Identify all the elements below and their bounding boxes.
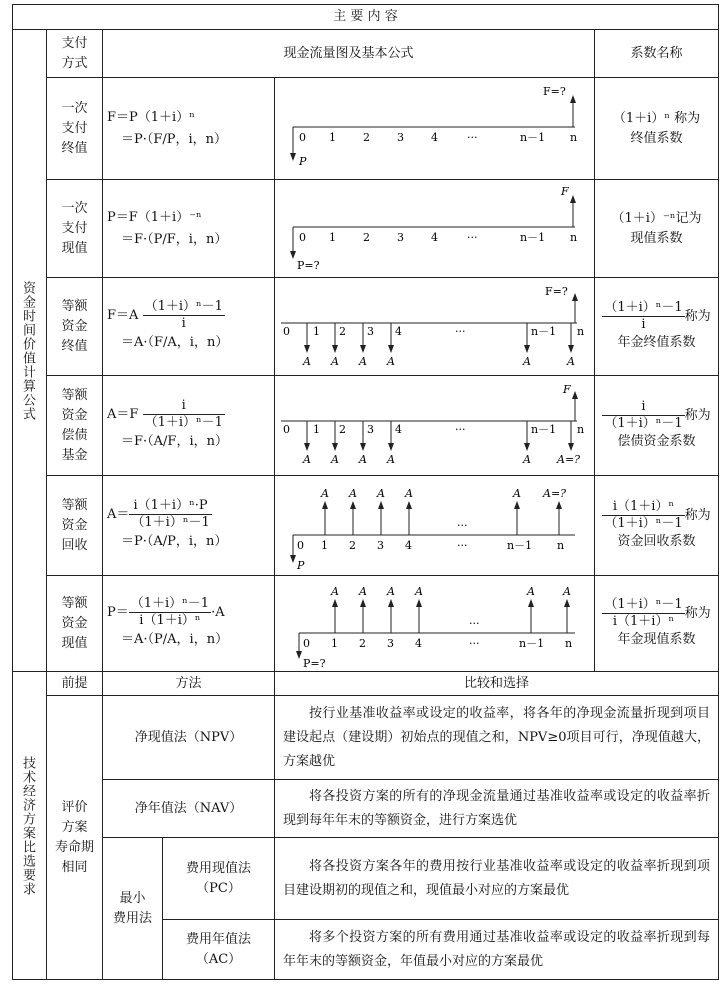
svg-text:A: A: [359, 452, 367, 466]
svg-text:···: ···: [469, 636, 480, 650]
svg-text:1: 1: [329, 130, 336, 144]
row4-name: 等额 资金 偿债 基金: [47, 376, 103, 476]
svg-text:4: 4: [395, 324, 402, 338]
svg-text:A: A: [331, 452, 339, 466]
svg-text:n－1: n－1: [531, 324, 557, 338]
svg-text:3: 3: [387, 636, 394, 650]
header-compare: 比较和选择: [275, 672, 719, 696]
svg-text:A: A: [303, 452, 311, 466]
row2-diagram: [275, 180, 595, 278]
cashflow-diagram-6: [275, 577, 595, 671]
header-diagram: 现金流量图及基本公式: [103, 30, 595, 78]
row6-name: 等额 资金 现值: [47, 576, 103, 672]
svg-text:···: ···: [455, 422, 466, 436]
svg-text:F: F: [561, 184, 569, 198]
svg-text:n－1: n－1: [519, 636, 545, 650]
svg-text:1: 1: [329, 230, 336, 244]
row5-formula: A＝ $\frac{\text{i（1＋i）ⁿ·P}}{\text{（1＋i）ⁿ－1}}$ ＝P·（A/P，i，n）: [103, 476, 275, 576]
compare-ac: 将多个投资方案的所有费用通过基准收益率或设定的收益率折现到每年年末的等额资金，年值最小对应的方案最优: [275, 920, 719, 980]
svg-text:A: A: [377, 486, 385, 500]
compare-pc: 将各投资方案各年的费用按行业基准收益率或设定的收益率折现到项目建设期初的现值之和，现值最小对应的方案最优: [275, 838, 719, 920]
header-pay-method-2: 方式: [61, 55, 88, 71]
svg-text:P=?: P=?: [303, 656, 326, 670]
svg-text:0: 0: [283, 422, 290, 436]
row2-formula-line2: ＝F·（P/F，i，n）: [121, 231, 228, 247]
svg-text:···: ···: [455, 324, 466, 338]
row4-formula: A＝F $\frac{i}{\text{（1＋i）ⁿ－1}}$ ＝F·（A/F，i，n）: [103, 376, 275, 476]
svg-text:2: 2: [363, 230, 370, 244]
row1-formula-line2: ＝P·（F/P，i，n）: [121, 131, 228, 147]
svg-text:n: n: [577, 422, 585, 436]
svg-text:3: 3: [377, 538, 384, 552]
svg-text:0: 0: [283, 324, 290, 338]
section2-label-text: 技术经济方案比选要求: [20, 755, 35, 896]
row5-coef: $\frac{\text{i（1＋i）ⁿ}}{\text{（1＋i）ⁿ－1}}$ 称为 资金回收系数: [595, 476, 719, 576]
svg-text:n: n: [570, 130, 578, 144]
row5-diagram: [275, 476, 595, 576]
cashflow-diagram-5: [275, 477, 595, 575]
svg-text:3: 3: [397, 130, 404, 144]
svg-text:A: A: [387, 584, 395, 598]
svg-text:···: ···: [457, 538, 468, 552]
table-title: 主 要 内 容: [13, 5, 719, 30]
header-coef: 系数名称: [595, 30, 719, 78]
svg-text:A: A: [331, 354, 339, 368]
cashflow-diagram-4: [275, 377, 595, 475]
svg-text:F=?: F=?: [543, 84, 566, 98]
svg-text:F=?: F=?: [545, 284, 568, 298]
svg-text:4: 4: [395, 422, 402, 436]
section1-label: [13, 30, 47, 672]
row2-formula-line1: P＝F（1＋i）⁻ⁿ: [107, 209, 202, 225]
svg-text:n－1: n－1: [520, 130, 546, 144]
svg-text:A=?: A=?: [557, 452, 581, 466]
method-ac: 费用年值法 （AC）: [163, 920, 275, 980]
row1-formula: [103, 78, 275, 180]
svg-text:A: A: [567, 354, 575, 368]
svg-text:0: 0: [299, 130, 306, 144]
row4-coef: $\frac{i}{\text{（1＋i）ⁿ－1}}$ 称为 偿债资金系数: [595, 376, 719, 476]
svg-text:1: 1: [313, 324, 320, 338]
main-table: [12, 4, 719, 980]
svg-text:n－1: n－1: [507, 538, 533, 552]
svg-text:A=?: A=?: [543, 486, 567, 500]
svg-text:A: A: [513, 486, 521, 500]
svg-text:n－1: n－1: [520, 230, 546, 244]
svg-text:3: 3: [397, 230, 404, 244]
svg-text:4: 4: [431, 230, 438, 244]
svg-text:···: ···: [457, 518, 468, 532]
svg-text:A: A: [523, 452, 531, 466]
svg-text:···: ···: [467, 230, 478, 244]
svg-text:4: 4: [431, 130, 438, 144]
row3-coef: $\frac{\text{（1＋i）ⁿ－1}}{i}$ 称为 年金终值系数: [595, 278, 719, 376]
row6-formula: P＝ $\frac{\text{（1＋i）ⁿ－1}}{\text{i（1＋i）ⁿ}}$ ·A ＝A·（P/A，i，n）: [103, 576, 275, 672]
row2-name: 一次 支付 现值: [47, 180, 103, 278]
svg-text:2: 2: [349, 538, 356, 552]
cashflow-diagram-3: [275, 279, 595, 375]
svg-text:n: n: [570, 230, 578, 244]
svg-text:A: A: [387, 354, 395, 368]
svg-text:A: A: [387, 452, 395, 466]
svg-text:3: 3: [367, 324, 374, 338]
svg-text:P: P: [297, 558, 305, 572]
row3-diagram: [275, 278, 595, 376]
svg-text:1: 1: [321, 538, 328, 552]
svg-text:4: 4: [405, 538, 412, 552]
svg-text:4: 4: [415, 636, 422, 650]
compare-nav: 将各投资方案的所有的净现金流量通过基准收益率或设定的收益率折现到每年年末的等额资金，进行方案选优: [275, 780, 719, 838]
svg-text:A: A: [321, 486, 329, 500]
section1-label-text: 资金时间价值计算公式: [20, 280, 35, 421]
svg-text:3: 3: [367, 422, 374, 436]
row1-name: 一次 支付 终值: [47, 78, 103, 180]
svg-text:A: A: [359, 584, 367, 598]
svg-text:A: A: [415, 584, 423, 598]
svg-text:A: A: [349, 486, 357, 500]
row2-formula: [103, 180, 275, 278]
cashflow-diagram-1: [275, 79, 595, 179]
svg-text:1: 1: [313, 422, 320, 436]
premise-cell: 评价 方案 寿命期 相同: [47, 696, 103, 980]
row4-diagram: [275, 376, 595, 476]
svg-text:0: 0: [299, 230, 306, 244]
svg-text:2: 2: [339, 422, 346, 436]
compare-npv: 按行业基准收益率或设定的收益率，将各年的净现金流量折现到项目建设起点（建设期）初始点的现值之和，NPV≥0项目可行，净现值越大，方案越优: [275, 696, 719, 780]
svg-text:2: 2: [363, 130, 370, 144]
svg-text:0: 0: [303, 636, 310, 650]
svg-text:A: A: [405, 486, 413, 500]
row1-diagram: [275, 78, 595, 180]
svg-text:n: n: [577, 324, 585, 338]
row6-diagram: [275, 576, 595, 672]
row3-formula: F＝A $\frac{\text{（1＋i）ⁿ－1}}{i}$ ＝A·（F/A，i，n）: [103, 278, 275, 376]
svg-text:A: A: [303, 354, 311, 368]
method-pc: 费用现值法 （PC）: [163, 838, 275, 920]
svg-text:F: F: [563, 382, 571, 396]
min-cost-cell: 最小 费用法: [103, 838, 163, 980]
svg-text:2: 2: [339, 324, 346, 338]
header-method: 方法: [103, 672, 275, 696]
row3-name: 等额 资金 终值: [47, 278, 103, 376]
method-nav: 净年值法（NAV）: [103, 780, 275, 838]
header-pay-method-1: 支付: [61, 35, 88, 51]
header-premise: 前提: [47, 672, 103, 696]
svg-text:···: ···: [467, 130, 478, 144]
row5-name: 等额 资金 回收: [47, 476, 103, 576]
svg-text:A: A: [331, 584, 339, 598]
svg-text:A: A: [359, 354, 367, 368]
header-pay-method: [47, 30, 103, 78]
row2-coef: （1＋i）⁻ⁿ记为 现值系数: [595, 180, 719, 278]
svg-text:A: A: [523, 354, 531, 368]
svg-text:P=?: P=?: [297, 258, 320, 272]
svg-text:1: 1: [331, 636, 338, 650]
svg-text:0: 0: [297, 538, 304, 552]
svg-text:n: n: [557, 538, 565, 552]
svg-text:n－1: n－1: [531, 422, 557, 436]
svg-text:···: ···: [469, 616, 480, 630]
svg-text:n: n: [565, 636, 573, 650]
method-npv: 净现值法（NPV）: [103, 696, 275, 780]
cashflow-diagram-2: [275, 181, 595, 277]
row1-coef: （1＋i）ⁿ 称为 终值系数: [595, 78, 719, 180]
svg-text:P: P: [299, 154, 307, 168]
svg-text:A: A: [527, 584, 535, 598]
row1-formula-line1: F＝P（1＋i）ⁿ: [107, 109, 195, 125]
section2-label: [13, 672, 47, 980]
svg-text:2: 2: [359, 636, 366, 650]
row6-coef: $\frac{\text{（1＋i）ⁿ－1}}{\text{i（1＋i）ⁿ}}$ 称为 年金现值系数: [595, 576, 719, 672]
svg-text:A: A: [563, 584, 571, 598]
